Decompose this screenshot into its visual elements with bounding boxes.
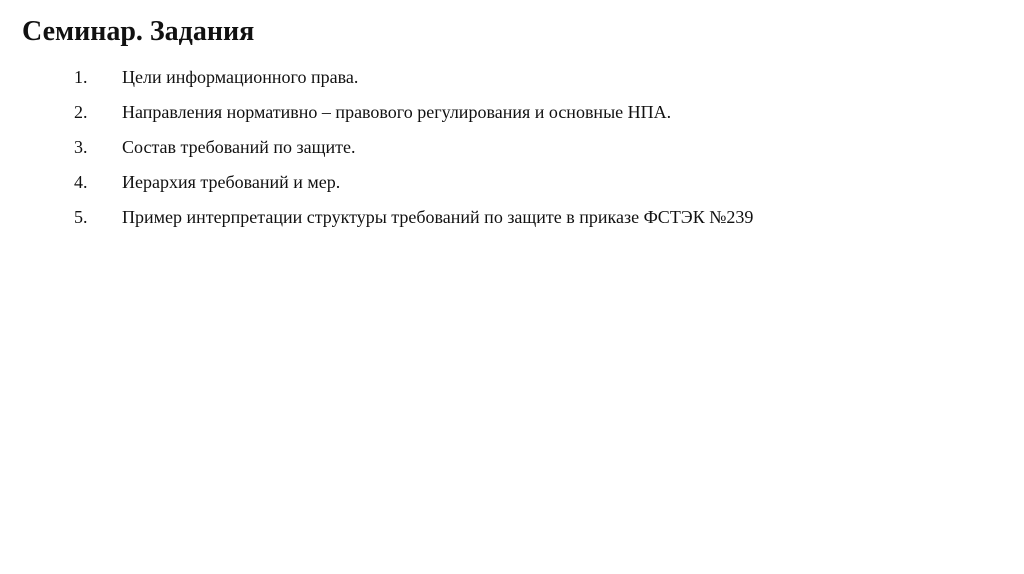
list-item-text: Состав требований по защите.	[122, 137, 356, 157]
list-item-number: 4.	[74, 172, 88, 192]
list-item	[74, 165, 753, 200]
list-item-number: 3.	[74, 137, 88, 157]
list-item-number: 2.	[74, 102, 88, 122]
list-item	[74, 200, 753, 235]
list-item-text: Пример интерпретации структуры требований по защите в приказе ФСТЭК №239	[122, 207, 754, 227]
list-item-text: Направления нормативно – правового регулирования и основные НПА.	[122, 102, 672, 122]
list-item	[74, 60, 753, 95]
list-item-text: Иерархия требований и мер.	[122, 172, 341, 192]
slide-title: Семинар. Задания	[22, 16, 255, 47]
list-item	[74, 95, 753, 130]
list-item-text: Цели информационного права.	[122, 67, 359, 87]
list-item-number: 5.	[74, 207, 88, 227]
list-item	[74, 130, 753, 165]
task-list	[74, 60, 753, 235]
list-item-number: 1.	[74, 67, 88, 87]
